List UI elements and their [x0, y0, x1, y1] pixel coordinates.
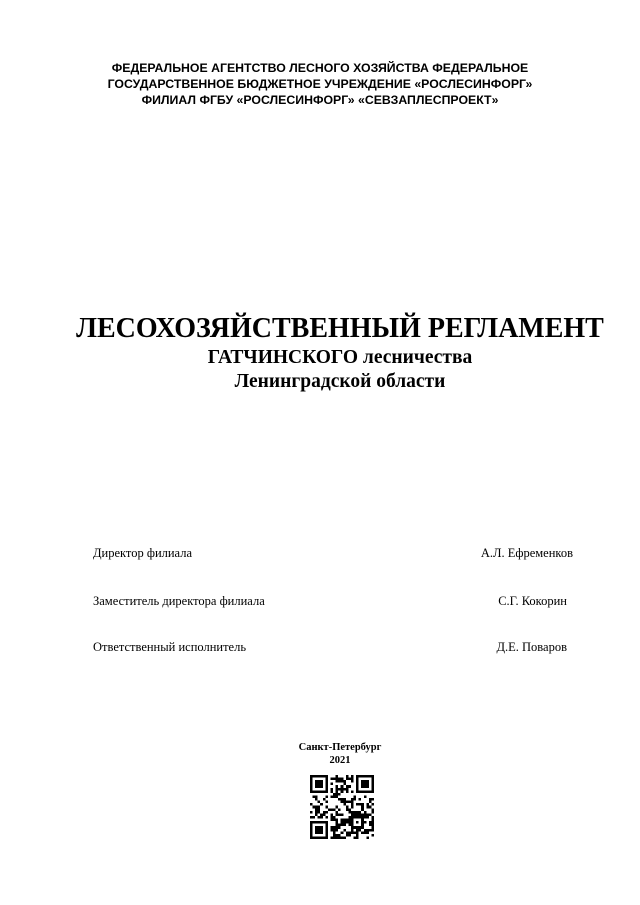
- document-title: [0, 312, 640, 394]
- signature-row-deputy: [93, 593, 573, 609]
- signature-name: Д.Е. Поваров: [496, 640, 567, 654]
- signature-role: Заместитель директора филиала: [93, 594, 265, 608]
- header-line-1: ФЕДЕРАЛЬНОЕ АГЕНТСТВО ЛЕСНОГО ХОЗЯЙСТВА ФЕДЕРАЛЬНОЕ: [111, 61, 529, 75]
- signature-name: А.Л. Ефременков: [480, 546, 573, 560]
- header-line-2: ГОСУДАРСТВЕННОЕ БЮДЖЕТНОЕ УЧРЕЖДЕНИЕ «РОСЛЕСИНФОРГ»: [107, 77, 533, 91]
- year: 2021: [329, 755, 351, 766]
- title-main: ЛЕСОХОЗЯЙСТВЕННЫЙ РЕГЛАМЕНТ: [76, 313, 604, 344]
- qr-code-icon: [310, 775, 374, 839]
- header-line-3: ФИЛИАЛ ФГБУ «РОСЛЕСИНФОРГ» «СЕВЗАПЛЕСПРОЕКТ»: [141, 93, 499, 107]
- signature-role: Ответственный исполнитель: [93, 640, 247, 654]
- organization-header: [0, 60, 640, 108]
- city: Санкт-Петербург: [298, 742, 382, 753]
- signature-row-executor: [93, 639, 573, 655]
- place-and-year: [0, 741, 640, 767]
- title-forestry: ГАТЧИНСКОГО лесничества: [207, 347, 473, 368]
- signature-role: Директор филиала: [93, 546, 193, 560]
- title-region: Ленинградской области: [234, 371, 446, 392]
- signature-row-director: [93, 545, 573, 561]
- signature-name: С.Г. Кокорин: [498, 594, 567, 608]
